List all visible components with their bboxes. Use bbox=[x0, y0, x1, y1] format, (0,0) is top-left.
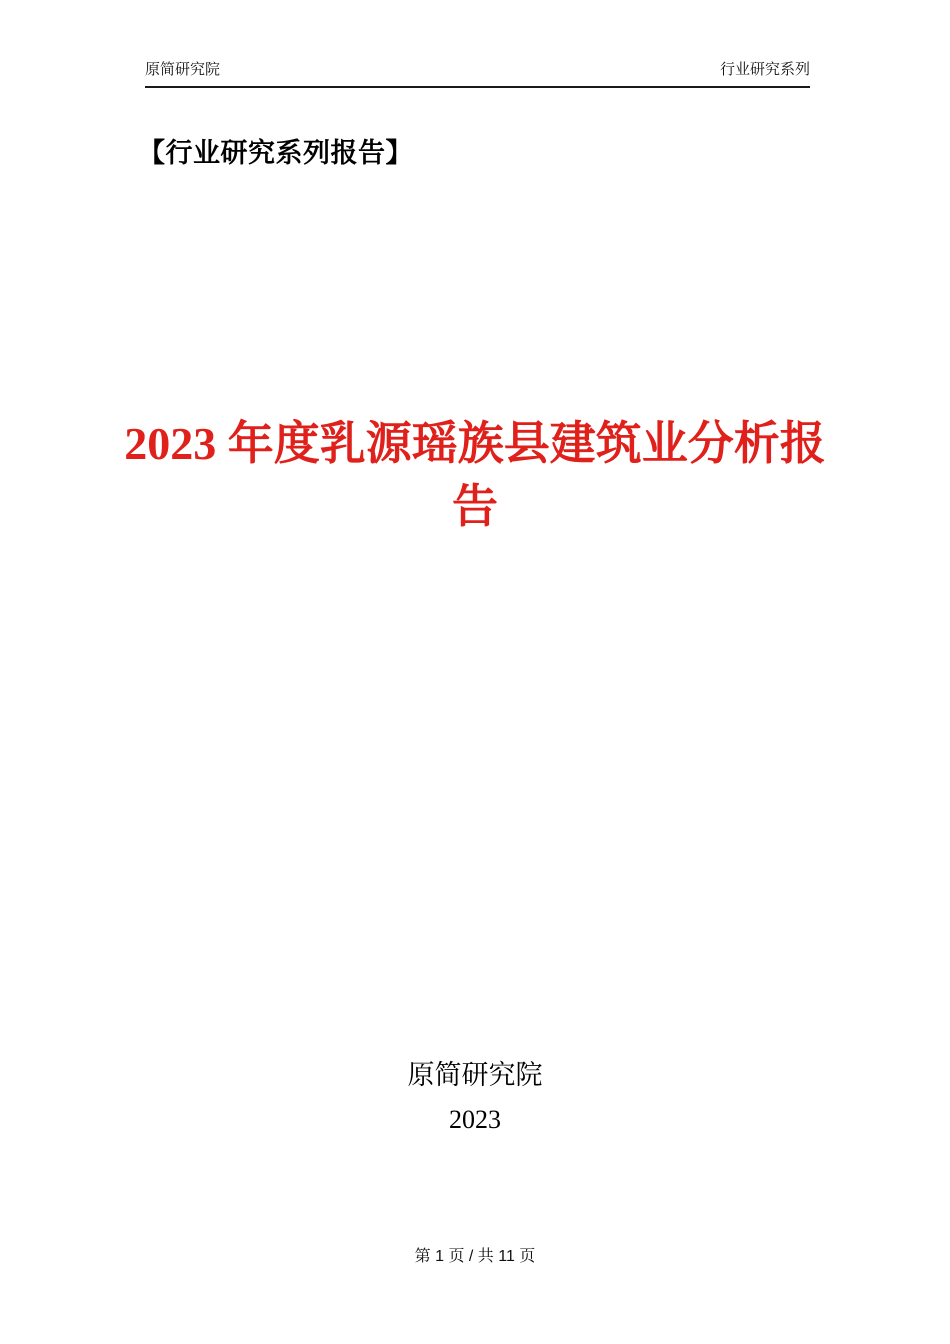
report-title-line2: 告 bbox=[452, 481, 498, 532]
report-year: 2023 bbox=[449, 1105, 501, 1134]
header-left-text: 原简研究院 bbox=[145, 61, 221, 78]
report-title-line1: 2023 年度乳源瑶族县建筑业分析报 bbox=[124, 418, 826, 469]
series-tagline: 【行业研究系列报告】 bbox=[138, 138, 413, 168]
organization-name: 原简研究院 bbox=[407, 1060, 543, 1090]
page-header bbox=[145, 60, 810, 88]
report-title bbox=[70, 412, 880, 538]
header-right-text: 行业研究系列 bbox=[719, 61, 810, 78]
page-number-footer: 第 1 页 / 共 11 页 bbox=[414, 1248, 536, 1265]
